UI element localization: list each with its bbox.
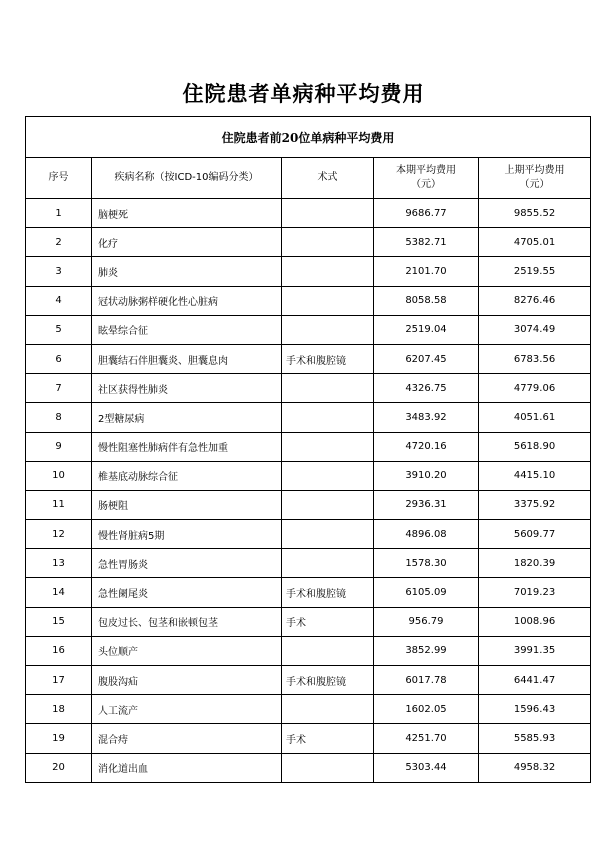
row-disease-name: 头位顺产 xyxy=(92,636,282,665)
row-index: 16 xyxy=(26,636,92,665)
row-disease-name: 脑梗死 xyxy=(92,199,282,228)
row-current-cost: 1578.30 xyxy=(374,549,479,578)
row-index: 2 xyxy=(26,228,92,257)
table-row xyxy=(26,432,591,461)
header-previous-line2: （元） xyxy=(519,179,550,190)
table-row xyxy=(26,666,591,695)
row-technique xyxy=(282,695,374,724)
row-disease-name: 急性胃肠炎 xyxy=(92,549,282,578)
row-current-cost: 2936.31 xyxy=(374,490,479,519)
row-index: 10 xyxy=(26,461,92,490)
row-disease-name: 人工流产 xyxy=(92,695,282,724)
row-disease-name: 冠状动脉粥样硬化性心脏病 xyxy=(92,286,282,315)
header-index: 序号 xyxy=(26,158,92,199)
table-row xyxy=(26,286,591,315)
table-header-row xyxy=(26,158,591,199)
table-row xyxy=(26,228,591,257)
row-technique xyxy=(282,228,374,257)
row-current-cost: 4896.08 xyxy=(374,520,479,549)
row-current-cost: 3483.92 xyxy=(374,403,479,432)
table-row xyxy=(26,374,591,403)
row-previous-cost: 4051.61 xyxy=(479,403,591,432)
row-previous-cost: 2519.55 xyxy=(479,257,591,286)
row-index: 5 xyxy=(26,315,92,344)
table-row xyxy=(26,257,591,286)
row-current-cost: 2101.70 xyxy=(374,257,479,286)
row-technique xyxy=(282,461,374,490)
row-technique: 手术和腹腔镜 xyxy=(282,578,374,607)
row-current-cost: 956.79 xyxy=(374,607,479,636)
row-previous-cost: 5609.77 xyxy=(479,520,591,549)
row-technique xyxy=(282,403,374,432)
row-previous-cost: 4705.01 xyxy=(479,228,591,257)
table-row xyxy=(26,520,591,549)
row-disease-name: 肠梗阻 xyxy=(92,490,282,519)
table-row xyxy=(26,724,591,753)
row-previous-cost: 5585.93 xyxy=(479,724,591,753)
row-previous-cost: 4415.10 xyxy=(479,461,591,490)
table-row xyxy=(26,315,591,344)
row-technique xyxy=(282,199,374,228)
cost-table-container xyxy=(25,116,590,783)
row-disease-name: 社区获得性肺炎 xyxy=(92,374,282,403)
row-previous-cost: 1596.43 xyxy=(479,695,591,724)
row-disease-name: 胆囊结石伴胆囊炎、胆囊息肉 xyxy=(92,344,282,373)
row-technique: 手术 xyxy=(282,724,374,753)
row-current-cost: 5382.71 xyxy=(374,228,479,257)
row-technique xyxy=(282,432,374,461)
row-current-cost: 3852.99 xyxy=(374,636,479,665)
row-technique xyxy=(282,753,374,782)
row-technique xyxy=(282,257,374,286)
row-disease-name: 包皮过长、包茎和嵌顿包茎 xyxy=(92,607,282,636)
table-row xyxy=(26,607,591,636)
row-technique xyxy=(282,286,374,315)
header-current-line2: （元） xyxy=(411,179,441,190)
row-index: 7 xyxy=(26,374,92,403)
row-current-cost: 6105.09 xyxy=(374,578,479,607)
row-index: 11 xyxy=(26,490,92,519)
row-current-cost: 1602.05 xyxy=(374,695,479,724)
table-caption: 住院患者前20位单病种平均费用 xyxy=(26,117,591,158)
row-disease-name: 肺炎 xyxy=(92,257,282,286)
row-index: 20 xyxy=(26,753,92,782)
row-disease-name: 腹股沟疝 xyxy=(92,666,282,695)
row-disease-name: 混合痔 xyxy=(92,724,282,753)
row-technique: 手术和腹腔镜 xyxy=(282,344,374,373)
table-body xyxy=(26,199,591,783)
row-index: 4 xyxy=(26,286,92,315)
table-row xyxy=(26,461,591,490)
row-current-cost: 3910.20 xyxy=(374,461,479,490)
table-row xyxy=(26,490,591,519)
row-index: 19 xyxy=(26,724,92,753)
row-previous-cost: 6441.47 xyxy=(479,666,591,695)
row-index: 3 xyxy=(26,257,92,286)
row-previous-cost: 3074.49 xyxy=(479,315,591,344)
row-technique xyxy=(282,315,374,344)
table-row xyxy=(26,199,591,228)
row-disease-name: 椎基底动脉综合征 xyxy=(92,461,282,490)
row-technique xyxy=(282,374,374,403)
row-technique: 手术 xyxy=(282,607,374,636)
row-previous-cost: 4958.32 xyxy=(479,753,591,782)
row-technique xyxy=(282,520,374,549)
table-row xyxy=(26,578,591,607)
row-current-cost: 4326.75 xyxy=(374,374,479,403)
row-disease-name: 慢性肾脏病5期 xyxy=(92,520,282,549)
row-index: 15 xyxy=(26,607,92,636)
row-current-cost: 8058.58 xyxy=(374,286,479,315)
row-disease-name: 消化道出血 xyxy=(92,753,282,782)
table-row xyxy=(26,753,591,782)
table-row xyxy=(26,344,591,373)
row-index: 1 xyxy=(26,199,92,228)
row-current-cost: 4251.70 xyxy=(374,724,479,753)
table-row xyxy=(26,636,591,665)
row-previous-cost: 8276.46 xyxy=(479,286,591,315)
row-technique xyxy=(282,490,374,519)
row-previous-cost: 6783.56 xyxy=(479,344,591,373)
row-current-cost: 6017.78 xyxy=(374,666,479,695)
row-disease-name: 2型糖尿病 xyxy=(92,403,282,432)
row-previous-cost: 1820.39 xyxy=(479,549,591,578)
row-current-cost: 9686.77 xyxy=(374,199,479,228)
row-index: 6 xyxy=(26,344,92,373)
row-index: 18 xyxy=(26,695,92,724)
row-index: 9 xyxy=(26,432,92,461)
document-title: 住院患者单病种平均费用 xyxy=(182,81,425,106)
row-index: 17 xyxy=(26,666,92,695)
cost-table xyxy=(25,116,591,783)
row-previous-cost: 7019.23 xyxy=(479,578,591,607)
header-current-line1: 本期平均费用 xyxy=(396,165,456,176)
header-previous-line1: 上期平均费用 xyxy=(504,165,565,176)
row-index: 13 xyxy=(26,549,92,578)
row-technique xyxy=(282,636,374,665)
row-technique xyxy=(282,549,374,578)
table-row xyxy=(26,403,591,432)
row-previous-cost: 9855.52 xyxy=(479,199,591,228)
row-disease-name: 化疗 xyxy=(92,228,282,257)
header-disease: 疾病名称（按ICD-10编码分类） xyxy=(92,158,282,199)
table-row xyxy=(26,695,591,724)
row-previous-cost: 5618.90 xyxy=(479,432,591,461)
row-disease-name: 急性阑尾炎 xyxy=(92,578,282,607)
row-current-cost: 2519.04 xyxy=(374,315,479,344)
row-index: 12 xyxy=(26,520,92,549)
row-current-cost: 6207.45 xyxy=(374,344,479,373)
row-index: 8 xyxy=(26,403,92,432)
header-technique: 术式 xyxy=(282,158,374,199)
table-row xyxy=(26,549,591,578)
row-previous-cost: 3991.35 xyxy=(479,636,591,665)
header-current-cost xyxy=(374,158,479,199)
row-previous-cost: 1008.96 xyxy=(479,607,591,636)
row-technique: 手术和腹腔镜 xyxy=(282,666,374,695)
row-disease-name: 眩晕综合征 xyxy=(92,315,282,344)
row-previous-cost: 3375.92 xyxy=(479,490,591,519)
header-previous-cost xyxy=(479,158,591,199)
row-index: 14 xyxy=(26,578,92,607)
row-current-cost: 5303.44 xyxy=(374,753,479,782)
row-current-cost: 4720.16 xyxy=(374,432,479,461)
row-previous-cost: 4779.06 xyxy=(479,374,591,403)
row-disease-name: 慢性阻塞性肺病伴有急性加重 xyxy=(92,432,282,461)
